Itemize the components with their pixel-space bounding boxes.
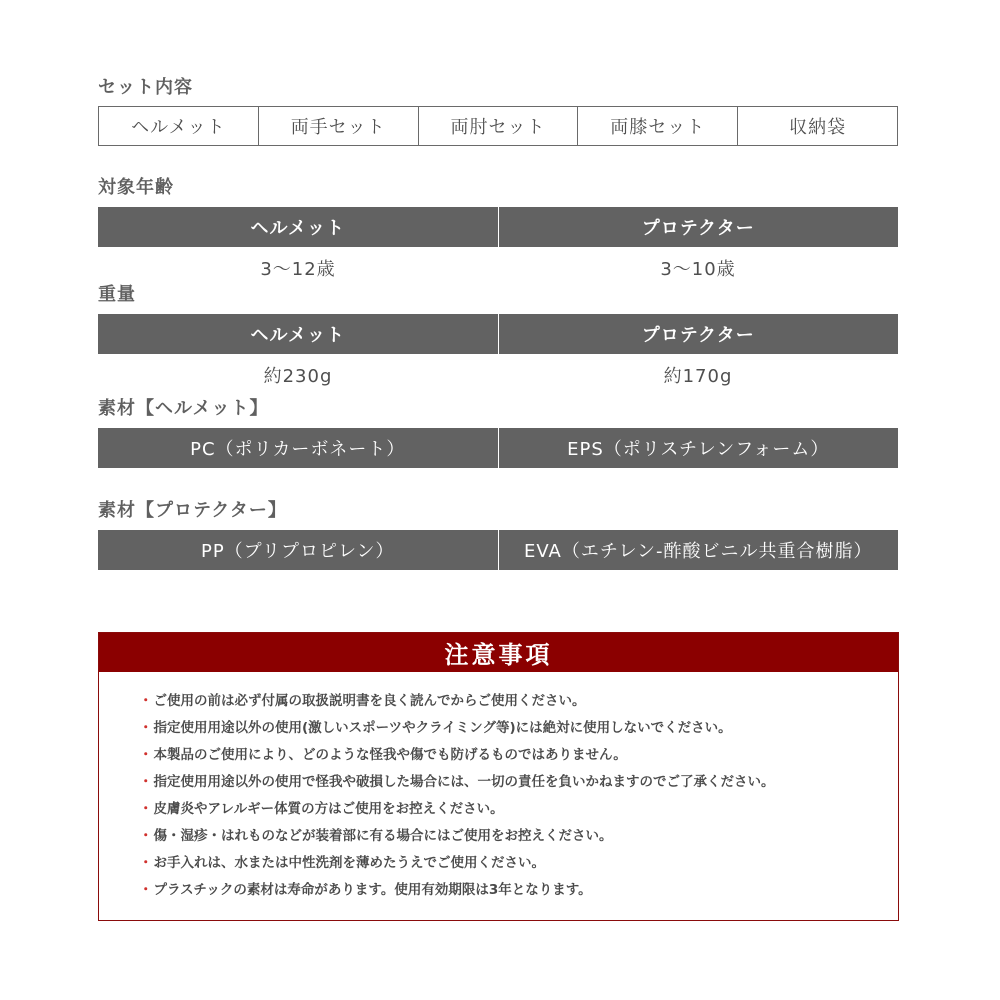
set-item: 両膝セット xyxy=(578,107,738,145)
bullet-icon: ・ xyxy=(139,720,153,736)
set-item: ヘルメット xyxy=(99,107,259,145)
caution-title: 注意事項 xyxy=(99,633,898,672)
bullet-icon: ・ xyxy=(139,801,153,817)
caution-item xyxy=(139,796,775,823)
caution-text: 皮膚炎やアレルギー体質の方はご使用をお控えください。 xyxy=(153,801,504,817)
weight-values xyxy=(98,360,898,390)
caution-text: 指定使用用途以外の使用(激しいスポーツやクライミング等)には絶対に使用しないでください。 xyxy=(153,720,732,736)
caution-item xyxy=(139,715,775,742)
material-protector-pad: EVA（エチレン-酢酸ビニル共重合樹脂） xyxy=(498,530,899,570)
bullet-icon: ・ xyxy=(139,774,153,790)
material-helmet-bar xyxy=(98,428,898,468)
weight-value-protector: 約170g xyxy=(663,366,733,387)
age-title: 対象年齢 xyxy=(98,177,174,198)
age-header-helmet: ヘルメット xyxy=(250,218,345,239)
bullet-icon: ・ xyxy=(139,747,153,763)
bullet-icon: ・ xyxy=(139,855,153,871)
caution-text: 傷・湿疹・はれものなどが装着部に有る場合にはご使用をお控えください。 xyxy=(153,828,613,844)
caution-item xyxy=(139,823,775,850)
weight-header-protector: プロテクター xyxy=(498,314,899,354)
caution-item xyxy=(139,688,775,715)
age-header-bar xyxy=(98,207,898,247)
age-header-protector: プロテクター xyxy=(498,207,899,247)
material-protector-title: 素材【プロテクター】 xyxy=(98,500,287,521)
age-value-protector: 3〜10歳 xyxy=(660,259,736,280)
age-value-helmet: 3〜12歳 xyxy=(260,259,336,280)
weight-value-helmet: 約230g xyxy=(263,366,333,387)
weight-header-bar xyxy=(98,314,898,354)
bullet-icon: ・ xyxy=(139,882,153,898)
material-helmet-title: 素材【ヘルメット】 xyxy=(98,398,269,419)
set-contents-title: セット内容 xyxy=(98,77,193,98)
material-helmet-liner: EPS（ポリスチレンフォーム） xyxy=(498,428,899,468)
bullet-icon: ・ xyxy=(139,828,153,844)
caution-text: ご使用の前は必ず付属の取扱説明書を良く読んでからご使用ください。 xyxy=(153,693,586,709)
caution-box xyxy=(98,632,899,921)
caution-text: 本製品のご使用により、どのような怪我や傷でも防げるものではありません。 xyxy=(153,747,627,763)
material-protector-bar xyxy=(98,530,898,570)
set-item: 両手セット xyxy=(259,107,419,145)
material-helmet-shell: PC（ポリカーボネート） xyxy=(190,439,406,460)
caution-item xyxy=(139,850,775,877)
weight-header-helmet: ヘルメット xyxy=(250,325,345,346)
caution-text: お手入れは、水または中性洗剤を薄めたうえでご使用ください。 xyxy=(153,855,545,871)
caution-list xyxy=(139,688,775,904)
set-item: 収納袋 xyxy=(789,117,847,138)
caution-item xyxy=(139,742,775,769)
set-contents-table xyxy=(98,106,898,146)
age-values xyxy=(98,253,898,283)
caution-text: プラスチックの素材は寿命があります。使用有効期限は3年となります。 xyxy=(153,882,592,898)
caution-item xyxy=(139,769,775,796)
material-protector-shell: PP（プリプロピレン） xyxy=(200,541,395,562)
set-item: 両肘セット xyxy=(419,107,579,145)
weight-title: 重量 xyxy=(98,284,136,305)
caution-item xyxy=(139,877,775,904)
caution-text: 指定使用用途以外の使用で怪我や破損した場合には、一切の責任を負いかねますのでご了承ください。 xyxy=(153,774,775,790)
bullet-icon: ・ xyxy=(139,693,153,709)
